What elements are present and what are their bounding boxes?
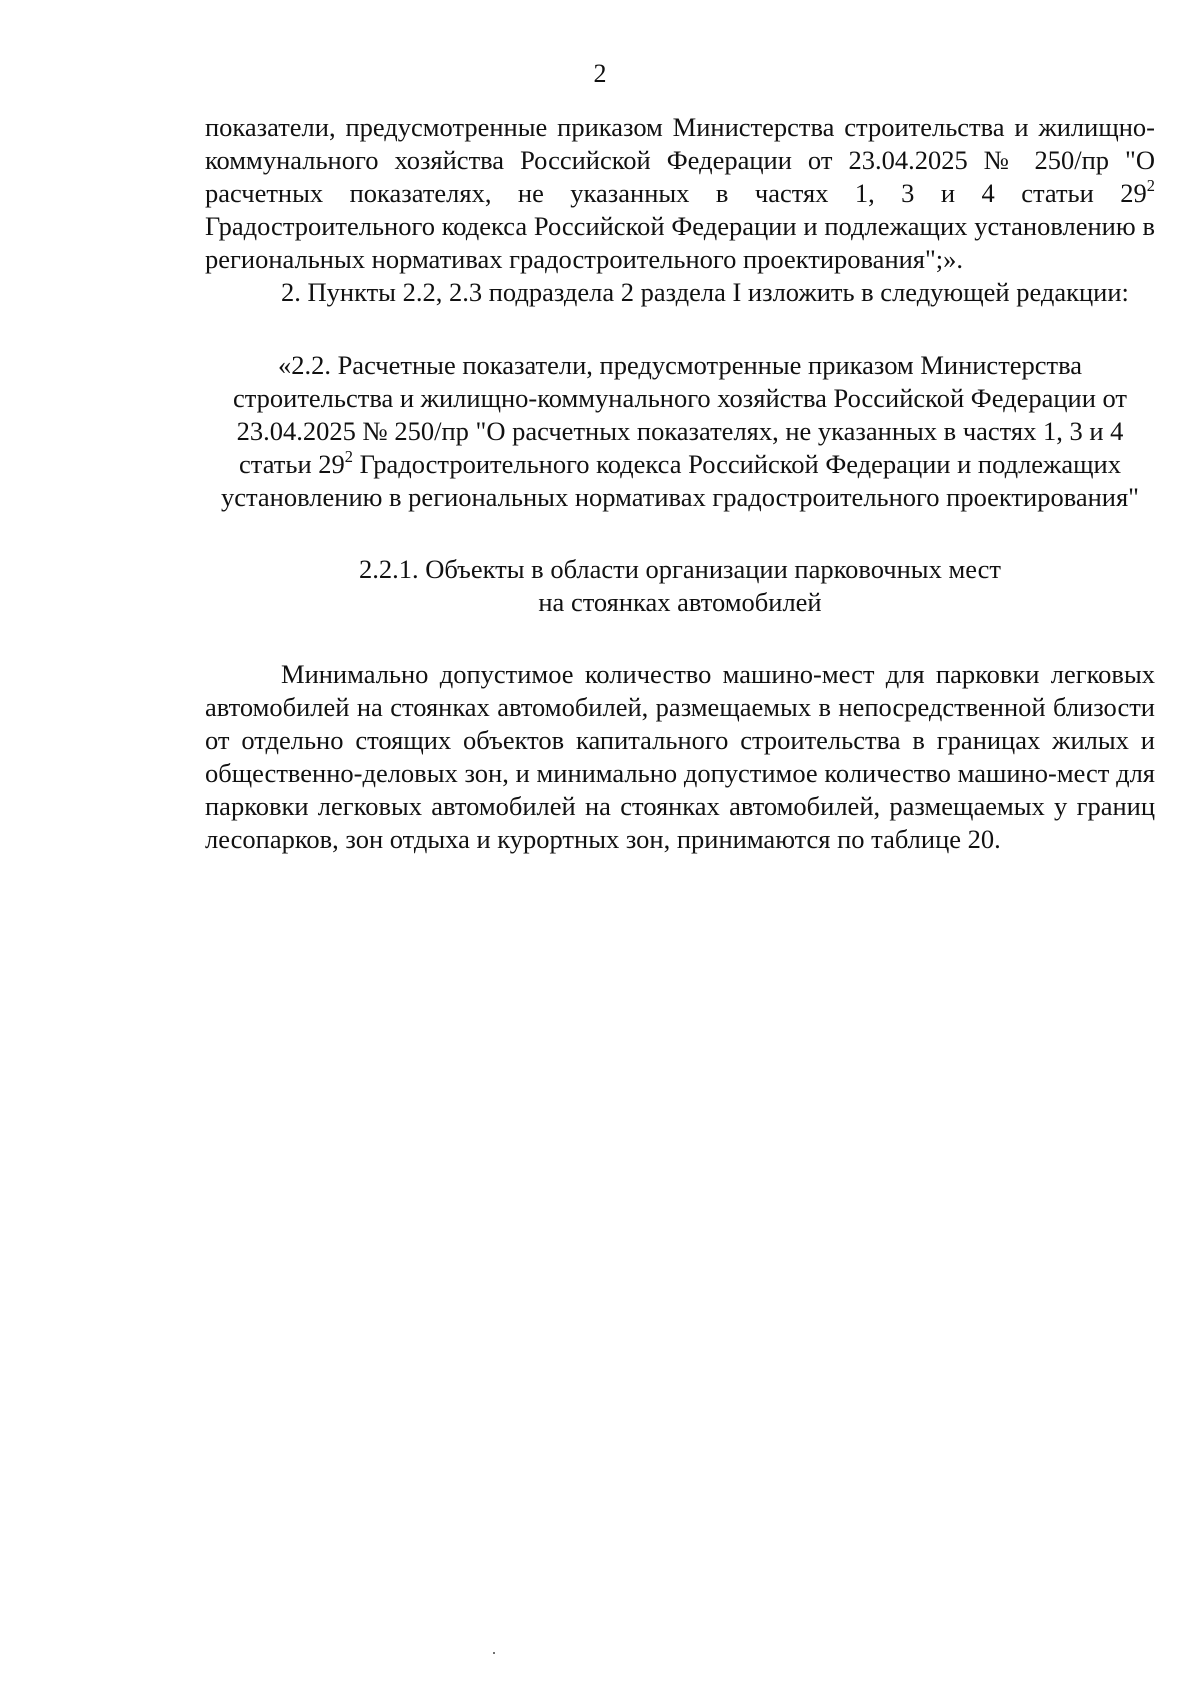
subsection-heading — [205, 553, 1155, 619]
section-heading-text: «2.2. Расчетные показатели, предусмотренные приказом Министерства строительства и жилищно-коммунального хозяйства Российской Федерации от 23.04.2025 № 250/пр "О расчетных показателях, не указанных в частях 1, 3 и 4 статьи 29 — [232, 350, 1128, 479]
subsection-heading-line-2: на стоянках автомобилей — [538, 587, 822, 617]
paragraph-continuation-text: показатели, предусмотренные приказом Министерства строительства и жилищно-коммунального хозяйства Российской Федерации от 23.04.2025 № 250/пр "О расчетных показателях, не указанных в частях 1, 3 и 4 статьи 29 — [205, 112, 1155, 208]
body-paragraph: Минимально допустимое количество машино-мест для парковки легковых автомобилей на стоянках автомобилей, размещаемых в непосредственной близости от отдельно стоящих объектов капитального строительства в границах жилых и общественно-деловых зон, и минимально допустимое количество машино-мест для парковки легковых автомобилей на стоянках автомобилей, размещаемых у границ лесопарков, зон отдыха и курортных зон, принимаются по таблице 20. — [205, 659, 1155, 854]
paragraph-continuation-text-end: Градостроительного кодекса Российской Федерации и подлежащих установлению в региональных нормативах градостроительного проектирования";». — [205, 211, 1155, 274]
section-heading — [205, 349, 1155, 514]
scan-speck — [493, 1652, 495, 1654]
paragraph-continuation — [205, 111, 1155, 276]
superscript: 2 — [1146, 175, 1155, 195]
document-body — [205, 111, 1155, 856]
section-heading-text-end: Градостроительного кодекса Российской Федерации и подлежащих установлению в региональных нормативах градостроительного проектирования" — [221, 449, 1139, 512]
page-number: 2 — [593, 59, 607, 88]
superscript: 2 — [344, 446, 353, 466]
paragraph-item-2: 2. Пункты 2.2, 2.3 подраздела 2 раздела I изложить в следующей редакции: — [281, 277, 1129, 307]
subsection-heading-line-1: 2.2.1. Объекты в области организации парковочных мест — [358, 554, 1002, 584]
